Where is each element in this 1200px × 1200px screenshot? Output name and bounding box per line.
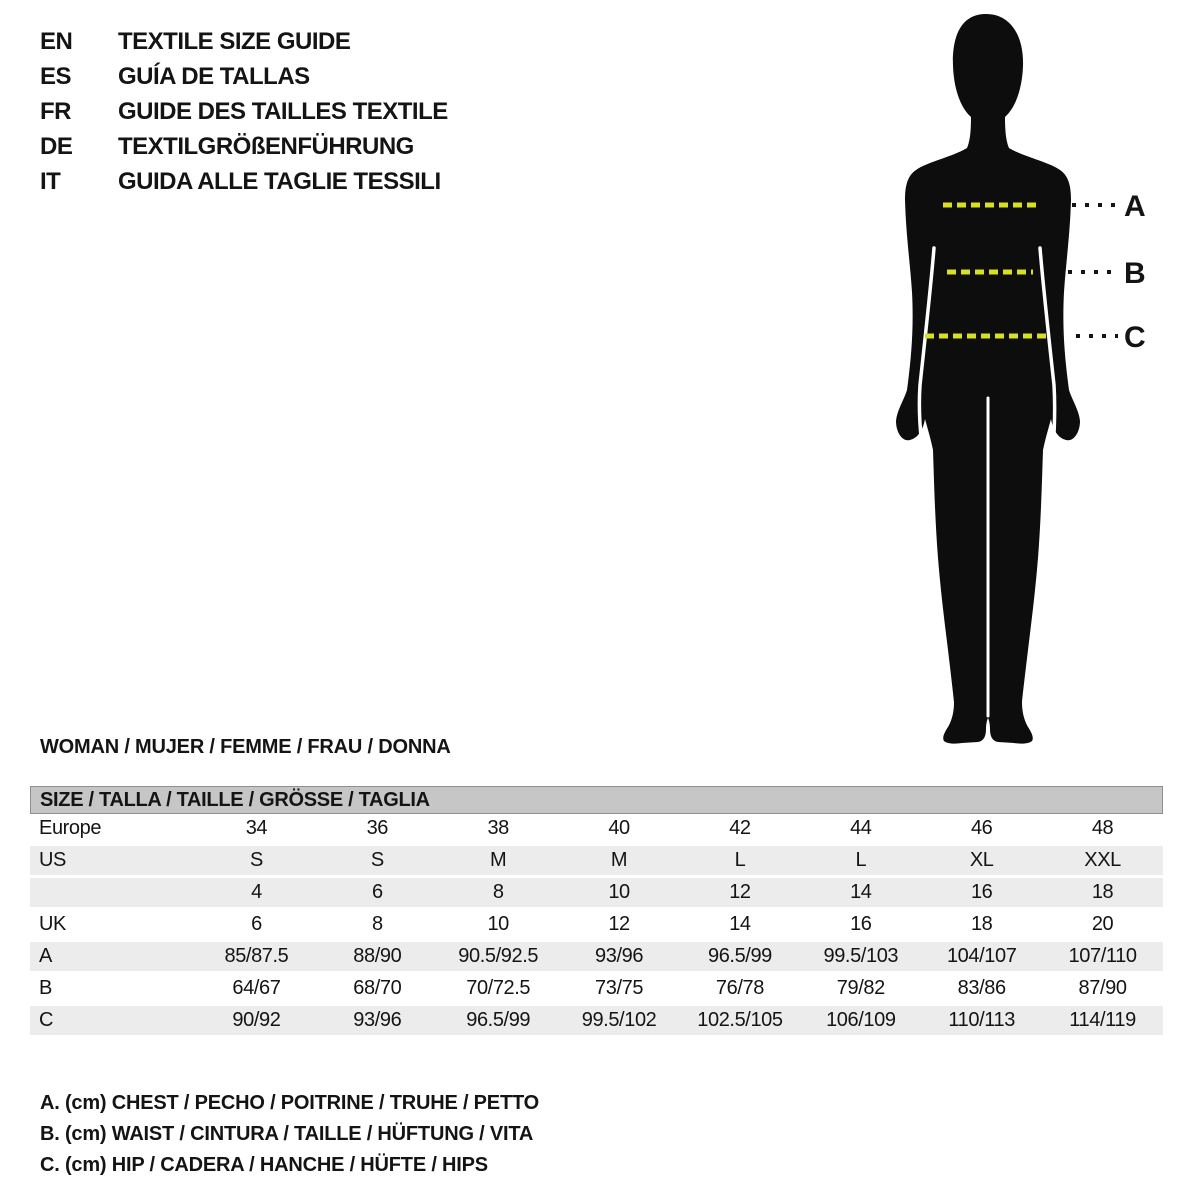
language-code: FR: [40, 97, 71, 125]
legend-line-hip: C. (cm) HIP / CADERA / HANCHE / HÜFTE / HIPS: [40, 1154, 488, 1176]
legend-line-waist: B. (cm) WAIST / CINTURA / TAILLE / HÜFTUNG / VITA: [40, 1123, 534, 1145]
language-row: [40, 94, 448, 129]
size-value-cell: 16: [970, 881, 993, 903]
guide-title: GUÍA DE TALLAS: [118, 62, 310, 90]
size-value-cell: 73/75: [595, 977, 644, 999]
guide-title: TEXTILGRÖßENFÜHRUNG: [118, 132, 414, 160]
size-value-cell: 93/96: [353, 1009, 402, 1031]
size-value-cell: 4: [251, 881, 262, 903]
size-value-cell: 83/86: [957, 977, 1006, 999]
size-table: [30, 786, 1163, 1038]
size-value-cell: 104/107: [946, 945, 1017, 967]
size-value-cell: 12: [608, 913, 630, 935]
language-row: [40, 24, 448, 59]
size-value-cell: 16: [850, 913, 872, 935]
row-label: A: [39, 945, 52, 967]
size-value-cell: S: [370, 849, 384, 871]
gender-heading: WOMAN / MUJER / FEMME / FRAU / DONNA: [40, 736, 451, 758]
size-value-cell: 76/78: [715, 977, 764, 999]
size-table-row: [30, 942, 1163, 974]
guide-title: GUIDE DES TAILLES TEXTILE: [118, 97, 448, 125]
size-value-cell: 85/87.5: [224, 945, 289, 967]
language-code: DE: [40, 132, 73, 160]
row-label: B: [39, 977, 52, 999]
size-value-cell: 14: [850, 881, 872, 903]
size-value-cell: 90.5/92.5: [458, 945, 539, 967]
size-value-cell: 36: [366, 817, 389, 839]
size-value-cell: 20: [1091, 913, 1114, 935]
size-value-cell: 96.5/99: [707, 945, 772, 967]
size-value-cell: M: [490, 849, 507, 871]
size-table-row: [30, 814, 1163, 846]
size-value-cell: M: [610, 849, 628, 871]
size-value-cell: 34: [245, 817, 268, 839]
size-value-cell: 18: [1091, 881, 1114, 903]
size-value-cell: 6: [251, 913, 262, 935]
size-value-cell: 10: [608, 881, 630, 903]
size-value-cell: 107/110: [1068, 945, 1137, 967]
size-value-cell: 44: [850, 817, 872, 839]
language-code: ES: [40, 62, 72, 90]
size-table-body: [30, 814, 1163, 1038]
size-value-cell: 46: [970, 817, 993, 839]
size-value-cell: 6: [371, 881, 383, 903]
size-value-cell: 70/72.5: [466, 977, 531, 999]
size-value-cell: XL: [969, 849, 994, 871]
size-table-row: [30, 878, 1163, 910]
size-value-cell: 99.5/102: [581, 1009, 657, 1031]
language-title-list: [40, 24, 448, 199]
size-value-cell: 64/67: [232, 977, 281, 999]
size-value-cell: 8: [492, 881, 504, 903]
measurement-legend: [40, 1092, 539, 1185]
language-row: [40, 129, 448, 164]
guide-title: GUIDA ALLE TAGLIE TESSILI: [118, 167, 441, 195]
size-value-cell: 90/92: [232, 1009, 281, 1031]
size-value-cell: 88/90: [353, 945, 402, 967]
row-label: C: [39, 1009, 54, 1031]
size-table-row: [30, 1006, 1163, 1038]
language-row: [40, 59, 448, 94]
size-value-cell: 14: [729, 913, 751, 935]
size-table-row: [30, 910, 1163, 942]
language-code: EN: [40, 27, 73, 55]
size-value-cell: 87/90: [1078, 977, 1127, 999]
measure-label-c: C: [1124, 321, 1146, 354]
size-value-cell: 79/82: [836, 977, 885, 999]
language-row: [40, 164, 448, 199]
size-value-cell: 38: [487, 817, 509, 839]
measure-label-a: A: [1124, 190, 1146, 223]
size-table-row: [30, 974, 1163, 1006]
guide-title: TEXTILE SIZE GUIDE: [118, 27, 351, 55]
size-value-cell: 99.5/103: [823, 945, 899, 967]
size-value-cell: 114/119: [1069, 1009, 1136, 1031]
size-value-cell: 102.5/105: [697, 1009, 783, 1031]
language-code: IT: [40, 167, 61, 195]
size-value-cell: 93/96: [595, 945, 644, 967]
size-value-cell: S: [249, 849, 263, 871]
size-value-cell: 106/109: [826, 1009, 896, 1031]
size-value-cell: 48: [1091, 817, 1114, 839]
size-value-cell: XXL: [1084, 849, 1121, 871]
size-value-cell: 42: [729, 817, 751, 839]
legend-line-chest: A. (cm) CHEST / PECHO / POITRINE / TRUHE / PETTO: [40, 1092, 539, 1114]
size-value-cell: 10: [487, 913, 509, 935]
size-table-row: [30, 846, 1163, 878]
row-label: UK: [39, 913, 66, 935]
size-value-cell: 18: [970, 913, 993, 935]
size-value-cell: L: [734, 849, 746, 871]
row-label: US: [39, 849, 66, 871]
size-value-cell: 96.5/99: [466, 1009, 531, 1031]
row-label: Europe: [39, 817, 102, 839]
size-value-cell: 12: [729, 881, 751, 903]
size-value-cell: 40: [608, 817, 630, 839]
size-value-cell: L: [855, 849, 867, 871]
size-value-cell: 68/70: [353, 977, 402, 999]
measure-label-b: B: [1124, 257, 1146, 290]
size-value-cell: 110/113: [948, 1009, 1015, 1031]
size-value-cell: 8: [371, 913, 383, 935]
woman-figure-svg: [860, 0, 1180, 760]
size-table-header: SIZE / TALLA / TAILLE / GRÖSSE / TAGLIA: [30, 786, 1163, 814]
